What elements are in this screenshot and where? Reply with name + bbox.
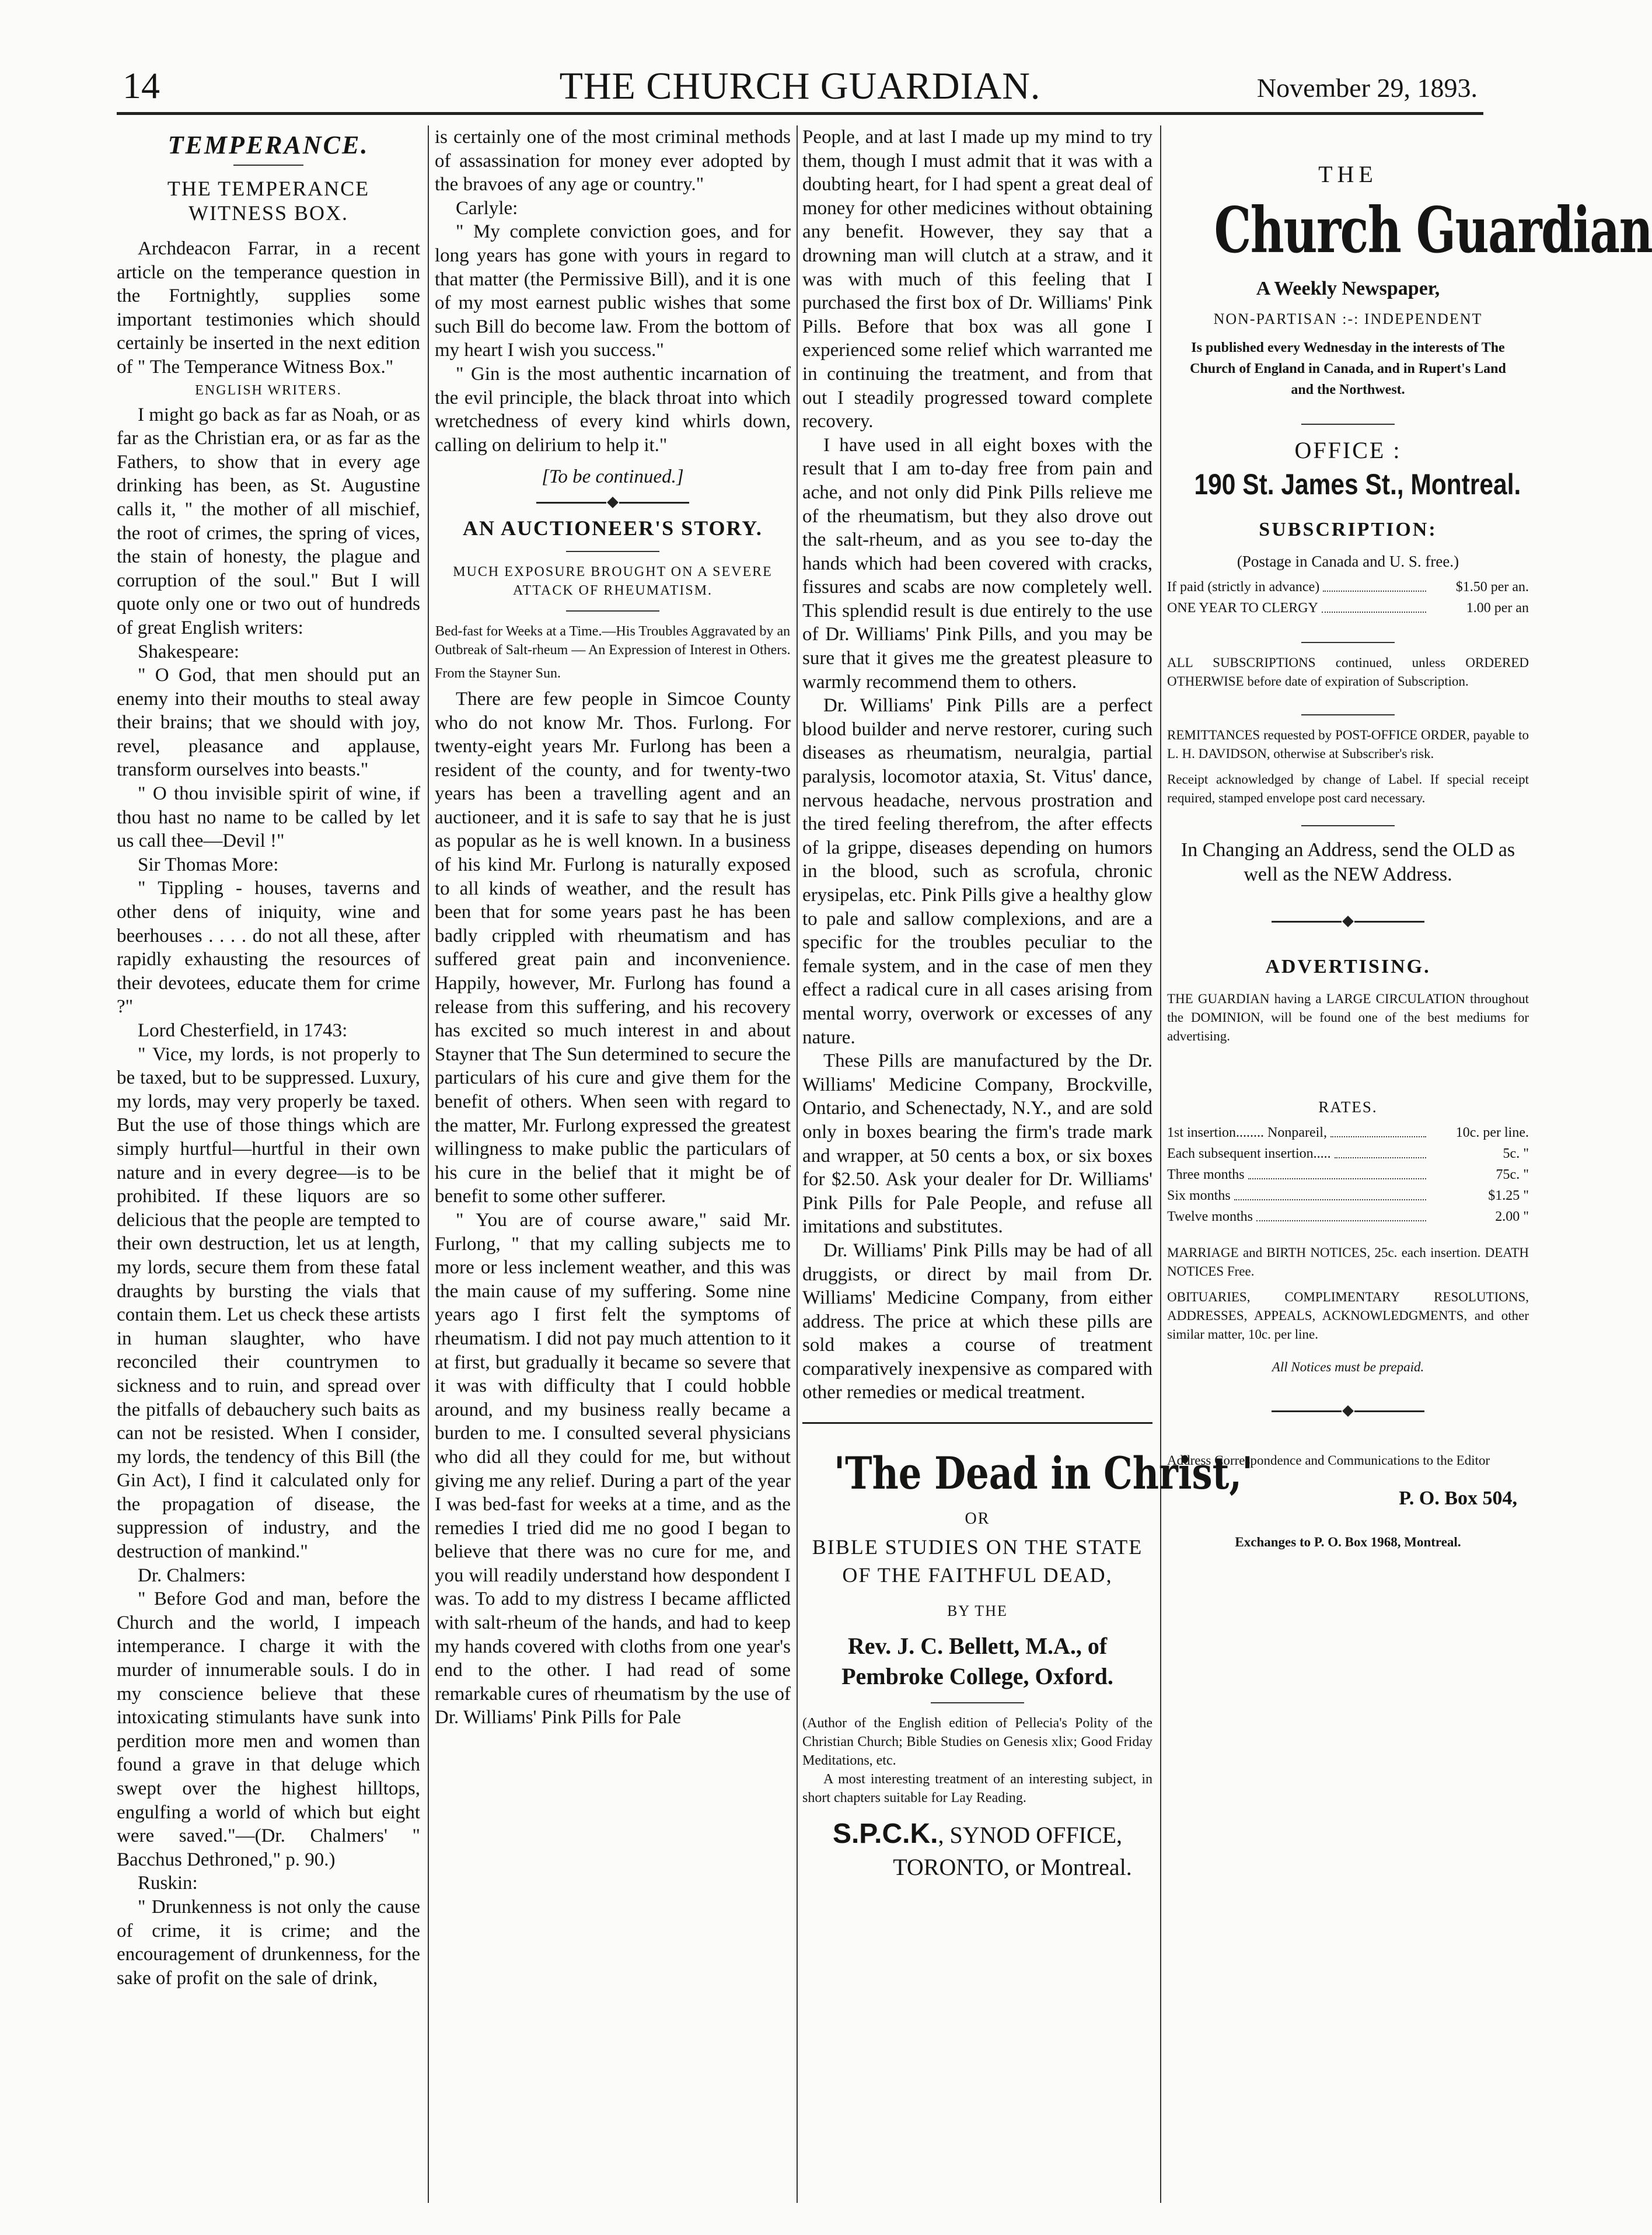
short-rule [566, 610, 659, 612]
correspondence-note: Address Correspondence and Communications to the Editor [1167, 1453, 1490, 1468]
issue-date: November 29, 1893. [1256, 73, 1478, 103]
office-label: OFFICE : [1294, 437, 1402, 463]
continued-note: [To be continued.] [542, 466, 684, 488]
story-deck: Bed-fast for Weeks at a Time.—His Troubles Aggravated by an Outbreak of Salt-rheum — An Expression of Interest in Others. [435, 623, 791, 658]
short-rule [1301, 642, 1395, 643]
advertising-text: THE GUARDIAN having a LARGE CIRCULATION throughout the DOMINION, will be found one of the best mediums for advertising. [1167, 991, 1529, 1043]
ornament-rule [1167, 1406, 1529, 1416]
paragraph: I might go back as far as Noah, or as far as the Christian era, or as far as the Fathers, to show that in every age drinking has been, as St. Augustine calls it, " the mother of all mischief, the root of crimes, the spring of vices, the stain of honesty, the plague and corruption of the soul." But I will quote only one or two out of hundreds of great English writers: [117, 404, 420, 638]
rate-row: Three months 75c. " [1167, 1164, 1529, 1185]
quote: " Vice, my lords, is not properly to be taxed, but to be suppressed. Luxury, my lords, may very properly be taxed. But the use of those things which are simply hurtful—hurtful in their own nature and in every degree—is to be prohibited. If these liquors are so delicious that the people are tempted to their own destruction, let us at length, my lords, secure them from these fatal draughts by bursting the vials that contain them. Let us check these artists in human slaughter, who have reconciled their countrymen to sickness and to ruin, and spread over the pitfalls of debauchery such baits as can not be resisted. When I consider, my lords, the tendency of this Bill (the Gin Act), I find it calculated only for the propagation of disease, the suppression of industry, and the destruction of mankind." [117, 1043, 420, 1563]
speaker: Carlyle: [456, 197, 518, 219]
column-temperance [117, 125, 420, 1990]
ad-line: BIBLE STUDIES ON THE STATE [812, 1535, 1143, 1559]
quote: " My complete conviction goes, and for long years has gone with yours in regard to that matter (the Permissive Bill), and it is one of my most earnest public wishes that some such Bill do become law. From the bottom of my heart I wish you success." [435, 221, 791, 361]
rates-list [1167, 1122, 1529, 1227]
paragraph: " You are of course aware," said Mr. Furlong, " that my calling subjects me to more or less inclement weather, and this was the main cause of my suffering. Some nine years ago I first felt the symptoms of rheumatism. I did not pay much attention to it at first, but gradually it became so severe that it was with difficulty that I could hobble around, and my business really became a burden to me. I consulted several physicians who did all they could for me, but without giving me any relief. During a part of the year I was bed-fast for weeks at a time, and as the remedies I tried did me no good I began to believe that there was no cure for me, and you will readily understand how despondent I was. To add to my distress I became afflicted with salt-rheum of the hands, and had to keep my hands covered with cloths from one year's end to the other. I had read of some remarkable cures of rheumatism by the use of Dr. Williams' Pink Pills for Pale [435, 1209, 791, 1728]
subheading: ENGLISH WRITERS. [195, 382, 342, 398]
column-divider [797, 125, 798, 2203]
subscription-note: ALL SUBSCRIPTIONS continued, unless ORDERED OTHERWISE before date of expiration of Subscription. [1167, 655, 1529, 689]
ad-line: OF THE FAITHFUL DEAD, [842, 1563, 1113, 1587]
subscription-rate: ONE YEAR TO CLERGY 1.00 per an [1167, 598, 1529, 619]
ad-by: BY THE [947, 1602, 1008, 1620]
story-subtitle: MUCH EXPOSURE BROUGHT ON A SEVERE ATTACK OF RHEUMATISM. [453, 564, 773, 598]
ornament-rule [1167, 916, 1529, 927]
source-line: From the Stayner Sun. [435, 665, 561, 681]
ad-title: 'The Dead in Christ,' [834, 1447, 1253, 1500]
paragraph: These Pills are manufactured by the Dr. Williams' Medicine Company, Brockville, Ontario, and Schenectady, N.Y., and are sold only in boxes bearing the firm's trade mark and wrapper, at 50 cents a box, or six boxes for $2.50. Ask your dealer for Dr. Williams' Pink Pills for Pale People, and refuse all imitations and substitutes. [802, 1050, 1152, 1238]
paragraph: There are few people in Simcoe County who do not know Mr. Thos. Furlong. For twenty-eight years Mr. Furlong has been a resident of the county, and for twenty-two years has been a travelling agent and an auctioneer, and it is safe to say that he is just as popular as he is well known. In a business of his kind Mr. Furlong is naturally exposed to all kinds of weather, and the result has been that for some years past he has been badly crippled with rheumatism and has suffered great pain and inconvenience. Happily, however, Mr. Furlong has found a release from this suffering, and his recovery has excited so much interest in and about Stayner that The Sun determined to secure the particulars of his cure and give them for the benefit of others. When seen with regard to the matter, Mr. Furlong expressed the greatest willingness to make public the particulars of his cure in the belief that it might be of benefit to some other sufferer. [435, 688, 791, 1207]
story-title: AN AUCTIONEER'S STORY. [463, 516, 763, 540]
paragraph: Dr. Williams' Pink Pills are a perfect blood builder and nerve restorer, curing such diseases as rheumatism, neuralgia, partial paralysis, locomotor ataxia, St. Vitus' dance, nervous headache, nervous prostration and the tired feeling therefrom, the after effects of la grippe, diseases depending on humors in the blood, such as scrofula, chronic erysipelas, etc. Pink Pills give a healthy glow to pale and sallow complexions, and are a specific for the troubles peculiar to the female system, and in the case of men they effect a radical cure in all cases arising from mental worry, overwork or excesses of any nature. [802, 695, 1152, 1048]
postage-note: (Postage in Canada and U. S. free.) [1237, 553, 1459, 570]
remittance-note: REMITTANCES requested by POST-OFFICE ORDER, payable to L. H. DAVIDSON, otherwise at Subscriber's risk. [1167, 728, 1529, 761]
quote: " Gin is the most authentic incarnation of the evil principle, the black throat into which wretchedness of every kind whirls down, calling on delirium to help it." [435, 363, 791, 456]
masthead-weekly: A Weekly Newspaper, [1256, 278, 1440, 299]
paragraph: People, and at last I made up my mind to try them, though I must admit that it was with a doubting heart, for I had spent a great deal of money for other medicines without obtaining any benefit. However, they say that a drowning man will clutch at a straw, and it was with much of this feeling that I purchased the first box of Dr. Williams' Pink Pills. Before that box was all gone I experienced some relief which warranted me in continuing the treatment, and from that out I steadily progressed toward complete recovery. [802, 127, 1152, 432]
ad-author: Rev. J. C. Bellett, M.A., of Pembroke College, Oxford. [841, 1633, 1113, 1690]
article-heading: THE TEMPERANCE WITNESS BOX. [167, 177, 370, 225]
paragraph: I have used in all eight boxes with the result that I am to-day free from pain and ache, and not only did Pink Pills relieve me of the rheumatism, but they also drove out the salt-rheum, and as you see to-day the hands which had been covered with cracks, fissures and scabs are now completely well. This splendid result is due entirely to the use of Dr. Williams' Pink Pills, and you may be sure that it gives me the greatest pleasure to warmly recommend them to others. [802, 434, 1152, 693]
column-auctioneer [435, 125, 791, 1730]
column-pink-pills [802, 125, 1253, 1881]
subscription-rate: If paid (strictly in advance) $1.50 per an. [1167, 577, 1529, 598]
po-box: P. O. Box 504, [1399, 1487, 1517, 1509]
exchanges-note: Exchanges to P. O. Box 1968, Montreal. [1235, 1535, 1461, 1549]
receipt-note: Receipt acknowledged by change of Label. If special receipt required, stamped envelope post card necessary. [1167, 772, 1529, 805]
short-rule [1301, 825, 1395, 826]
obituaries-note: OBITUARIES, COMPLIMENTARY RESOLUTIONS, ADDRESSES, APPEALS, ACKNOWLEDGMENTS, and other similar matter, 10c. per line. [1167, 1290, 1529, 1342]
office-address: 190 St. James St., Montreal. [1194, 468, 1521, 501]
book-advertisement [802, 1422, 1253, 1881]
speaker: Shakespeare: [138, 641, 240, 662]
short-rule [1301, 424, 1395, 425]
short-rule [931, 1702, 1024, 1703]
column-divider [1160, 125, 1161, 2203]
short-rule [566, 551, 659, 552]
speaker: Ruskin: [138, 1873, 198, 1894]
ad-or: OR [965, 1510, 990, 1528]
marriage-notice: MARRIAGE and BIRTH NOTICES, 25c. each insertion. DEATH NOTICES Free. [1167, 1245, 1529, 1279]
paragraph: Archdeacon Farrar, in a recent article on the temperance question in the Fortnightly, supplies some important testimonies which should certainly be inserted in the next edition of " The Temperance Witness Box." [117, 238, 420, 378]
ad-note: (Author of the English edition of Pellecia's Polity of the Christian Church; Bible Studies on Genesis xlix; Good Friday Meditations, etc. [802, 1716, 1152, 1769]
masthead-name: Church Guardian [1214, 194, 1652, 267]
rate-row: 1st insertion........ Nonpareil, 10c. per line. [1167, 1122, 1529, 1143]
page-header [0, 0, 1600, 117]
column-divider [428, 125, 429, 2203]
address-change-note: In Changing an Address, send the OLD as well as the NEW Address. [1181, 839, 1515, 885]
section-heading: TEMPERANCE. [167, 131, 369, 159]
speaker: Lord Chesterfield, in 1743: [138, 1020, 348, 1041]
publisher-line: S.P.C.K., SYNOD OFFICE, [832, 1818, 1123, 1850]
quote: " Tippling - houses, taverns and other dens of iniquity, wine and beerhouses . . . . do not all these, after rapidly exhausting the resources of their devotees, educate them for crime ?" [117, 878, 420, 1018]
rates-heading: RATES. [1318, 1098, 1378, 1116]
masthead-the: THE [1318, 161, 1378, 187]
short-rule [233, 165, 303, 166]
header-rule [117, 112, 1483, 115]
ad-note: A most interesting treatment of an interesting subject, in short chapters suitable for Lay Reading. [802, 1772, 1152, 1806]
rate-row: Twelve months 2.00 " [1167, 1206, 1529, 1227]
column-masthead [1167, 125, 1652, 1559]
ornament-rule [435, 497, 791, 508]
newspaper-title: THE CHURCH GUARDIAN. [559, 65, 1041, 107]
quote: " O thou invisible spirit of wine, if thou hast no name to be called by let us call thee—Devil !" [117, 783, 420, 852]
masthead-tagline: NON-PARTISAN :-: INDEPENDENT [1213, 310, 1483, 327]
publisher-name: S.P.C.K. [832, 1818, 938, 1850]
page-number: 14 [123, 65, 160, 106]
paragraph: Dr. Williams' Pink Pills may be had of all druggists, or direct by mail from Dr. Williams' Medicine Company, from either address. The price at which these pills are sold makes a course of treatment comparatively inexpensive as compared with other remedies or medical treatment. [802, 1239, 1152, 1403]
quote: " Before God and man, before the Church and the world, I impeach intemperance. I charge it with the murder of innumerable souls. I do in my conscience believe that these intoxicating stimulants have sunk into perdition more men and women than found a grave in that deluge which swept over the highest hilltops, engulfing a world of which but eight were saved."—(Dr. Chalmers' " Bacchus Dethroned," p. 90.) [117, 1588, 420, 1870]
quote: " Drunkenness is not only the cause of crime, it is crime; and the encouragement of drunkenness, for the sake of profit on the sale of drink, [117, 1896, 420, 1989]
subscription-heading: SUBSCRIPTION: [1259, 519, 1437, 540]
publication-note: Is published every Wednesday in the interests of The Church of England in Canada, and in Rupert's Land and the Northwest. [1190, 340, 1506, 397]
short-rule [1301, 714, 1395, 715]
publisher-city: TORONTO, or Montreal. [893, 1854, 1132, 1881]
advertising-heading: ADVERTISING. [1265, 956, 1431, 977]
rate-row: Six months $1.25 " [1167, 1185, 1529, 1206]
rate-row: Each subsequent insertion..... 5c. " [1167, 1143, 1529, 1164]
prepaid-note: All Notices must be prepaid. [1272, 1360, 1424, 1374]
quote: " O God, that men should put an enemy into their mouths to steal away their brains; that we should with joy, revel, pleasance and applause, transform ourselves into beasts." [117, 665, 420, 781]
paragraph: is certainly one of the most criminal methods of assassination for money ever adopted by the bravoes of any age or country." [435, 127, 791, 195]
speaker: Dr. Chalmers: [138, 1564, 246, 1586]
speaker: Sir Thomas More: [138, 854, 279, 875]
